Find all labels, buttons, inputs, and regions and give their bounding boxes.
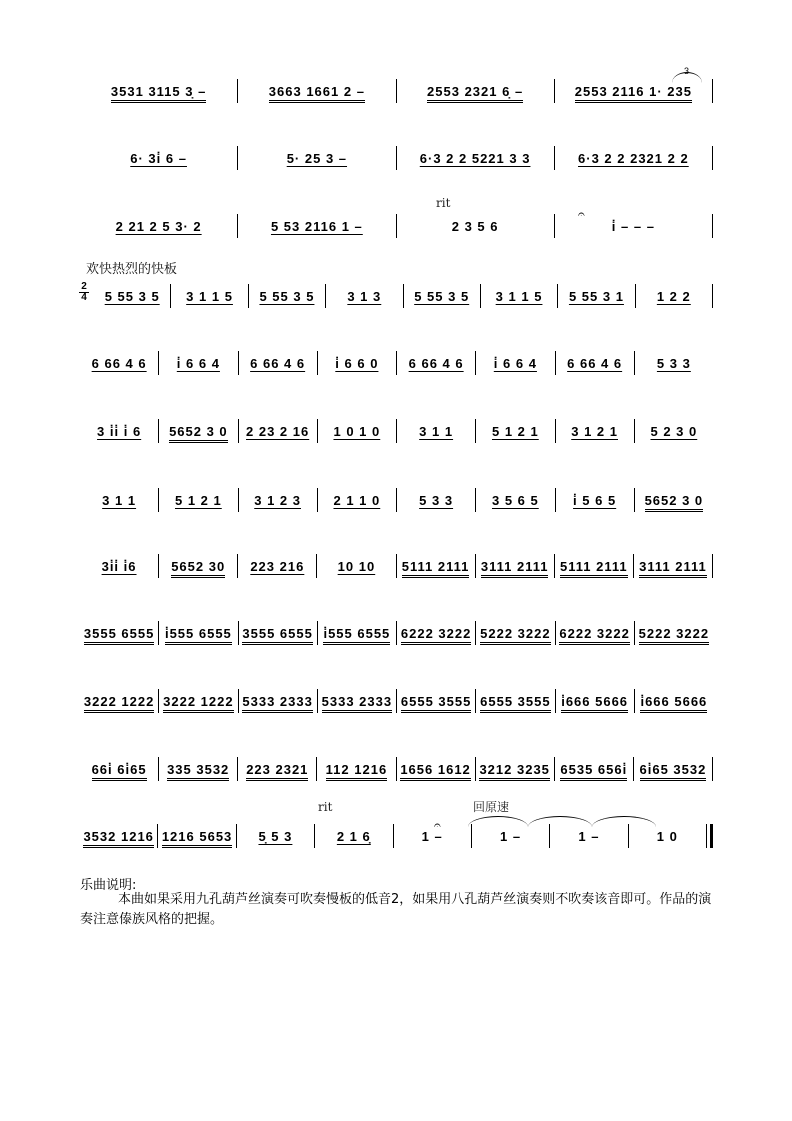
measure	[80, 425, 158, 447]
measure	[397, 425, 475, 447]
measure	[326, 290, 402, 312]
note-group: 5 55 3 1	[568, 289, 624, 304]
note-group: 5· 25 3 –	[286, 151, 348, 166]
note-group: 1 –	[578, 829, 600, 844]
note-group: 5652 3 0	[169, 425, 228, 443]
measure	[555, 560, 633, 582]
measure	[634, 560, 712, 582]
note-group: 3 1 1 5	[186, 289, 233, 304]
measure	[159, 357, 237, 379]
note-group: 6i̇65 3532	[640, 763, 707, 781]
note-group: 3555 6555	[84, 627, 154, 645]
note-group: 6222 3222	[401, 627, 471, 645]
note-group: 3 1 2 1	[571, 424, 618, 439]
note-group: 3 1 1 5	[495, 289, 543, 304]
note-group: 2553 2116 1· 235	[575, 85, 692, 103]
measure	[94, 290, 170, 312]
note-group: 3555 6555	[242, 627, 312, 645]
note-group: 6 66 4 6	[408, 356, 464, 371]
fermata-icon: 𝄐	[434, 818, 441, 832]
note-group: 3111 2111	[481, 560, 549, 578]
barline	[712, 146, 713, 170]
note-group: 6·3 2 2 5221 3 3	[419, 151, 531, 166]
measure	[556, 627, 634, 649]
staff-system-3	[80, 220, 713, 250]
note-group: 1216 5653	[162, 830, 232, 848]
note-group: i̇555 6555	[165, 627, 232, 645]
note-group: 1656 1612	[400, 763, 470, 781]
note-group: 5652 30	[171, 560, 225, 578]
note-group: 2 23 2 16	[246, 424, 310, 439]
note-group: 223 216	[250, 559, 305, 574]
barline	[712, 284, 713, 308]
note-group: 3 i̇i̇ i̇ 6	[97, 424, 142, 439]
measure	[318, 357, 396, 379]
note-group: 5333 2333	[242, 695, 312, 713]
measure	[481, 290, 557, 312]
measure	[318, 425, 396, 447]
note-group: i̇555 6555	[323, 627, 390, 645]
note-group: 6· 3i̇ 6 –	[130, 151, 187, 166]
measure	[629, 830, 706, 852]
triplet-mark: 3	[684, 66, 690, 76]
measure	[80, 695, 158, 717]
tie-slur	[528, 816, 592, 827]
triplet-slur	[672, 72, 702, 83]
measure	[317, 560, 395, 582]
note-group: 2 1 6̣	[336, 829, 371, 844]
measure	[238, 763, 316, 785]
measure	[239, 494, 317, 516]
measure	[318, 695, 396, 717]
note-group: 6222 3222	[559, 627, 629, 645]
note-group: 3663 1661 2 –	[269, 85, 365, 103]
staff-system-6	[80, 425, 713, 455]
note-group: i̇ 6 6 4	[493, 356, 537, 371]
note-group: i̇ 6 6 0	[335, 356, 379, 371]
note-group: 2553 2321 6̣ –	[427, 85, 523, 103]
note-group: 1 0	[656, 829, 678, 844]
measure	[555, 763, 633, 785]
barline	[712, 554, 713, 578]
note-group: 6 66 4 6	[91, 356, 147, 371]
note-group: 5 55 3 5	[414, 289, 470, 304]
measure	[476, 560, 554, 582]
staff-system-1	[80, 85, 713, 115]
measure	[397, 494, 475, 516]
note-group: 6 66 4 6	[567, 356, 623, 371]
note-group: 5 2 3 0	[650, 424, 698, 439]
note-group: i̇ – – –	[611, 219, 655, 234]
measure	[80, 830, 157, 852]
note-group: 3532 1216	[83, 830, 153, 848]
time-signature-top: 2	[81, 281, 87, 292]
measure	[315, 830, 392, 852]
time-signature-bottom: 4	[79, 292, 89, 303]
measure	[318, 627, 396, 649]
measure	[397, 220, 554, 242]
notes-body: 本曲如果采用九孔葫芦丝演奏可吹奏慢板的低音2，如果用八孔葫芦丝演奏则不吹奏该音即可。作品的演奏注意傣族风格的把握。	[80, 892, 712, 927]
barline	[712, 79, 713, 103]
measure	[635, 494, 713, 516]
note-group: 5 1 2 1	[491, 424, 539, 439]
a-tempo-marking: 回原速	[473, 800, 510, 814]
measure	[238, 560, 316, 582]
note-group: 5111 2111	[560, 560, 628, 578]
measure	[476, 627, 554, 649]
note-group: 3 1 1	[102, 493, 137, 508]
measure	[317, 763, 395, 785]
measure	[404, 290, 480, 312]
note-group: 5 1 2 1	[174, 493, 222, 508]
measure	[237, 830, 314, 852]
measure	[397, 627, 475, 649]
measure	[550, 830, 627, 852]
measure	[635, 425, 713, 447]
measure	[472, 830, 549, 852]
note-group: 10 10	[337, 559, 376, 574]
measure	[556, 425, 634, 447]
measure	[239, 357, 317, 379]
measure	[158, 830, 235, 852]
measure	[80, 152, 237, 174]
measure	[476, 494, 554, 516]
staff-system-11	[80, 763, 713, 793]
note-group: 2 1 1 0	[333, 493, 381, 508]
measure	[555, 220, 712, 242]
note-group: 5222 3222	[480, 627, 550, 645]
note-group: 223 2321	[246, 763, 308, 781]
staff-system-7	[80, 494, 713, 524]
measure	[556, 695, 634, 717]
final-barline-thick	[710, 824, 713, 848]
barline	[712, 757, 713, 781]
staff-system-4	[94, 290, 713, 320]
measure	[634, 763, 712, 785]
measure	[397, 357, 475, 379]
note-group: i̇ 6 6 4	[176, 356, 220, 371]
note-group: 5̣ 5 3	[258, 829, 293, 844]
measure	[239, 695, 317, 717]
measure	[159, 627, 237, 649]
note-group: 5 55 3 5	[259, 289, 315, 304]
measure	[397, 695, 475, 717]
rit-marking: rit	[436, 196, 451, 210]
measure	[397, 560, 475, 582]
measure	[239, 425, 317, 447]
staff-system-12	[80, 830, 713, 860]
note-group: 6535 656i̇	[560, 763, 627, 781]
note-group: 6·3 2 2 2321 2 2	[578, 151, 689, 166]
measure	[636, 290, 712, 312]
measure	[238, 152, 395, 174]
note-group: 3222 1222	[163, 695, 233, 713]
fermata-icon: 𝄐	[578, 207, 585, 221]
barline	[712, 214, 713, 238]
measure	[159, 425, 237, 447]
measure	[238, 85, 395, 107]
staff-system-9	[80, 627, 713, 657]
measure	[171, 290, 247, 312]
note-group: 66i̇ 6i̇65	[92, 763, 147, 781]
note-group: 112 1216	[326, 763, 388, 781]
measure	[476, 695, 554, 717]
rit-marking: rit	[318, 800, 333, 814]
measure	[476, 357, 554, 379]
note-group: 6555 3555	[401, 695, 471, 713]
note-group: 5222 3222	[639, 627, 709, 645]
note-group: 5333 2333	[322, 695, 392, 713]
measure	[249, 290, 325, 312]
measure	[80, 220, 237, 242]
measure	[397, 763, 475, 785]
staff-system-8	[80, 560, 713, 590]
note-group: 1 –	[500, 829, 522, 844]
note-group: 3111 2111	[639, 560, 707, 578]
measure	[80, 763, 158, 785]
staff-system-5	[80, 357, 713, 387]
notes-heading: 乐曲说明:	[80, 878, 137, 893]
measure	[556, 494, 634, 516]
note-group: 2 3 5 6	[451, 219, 499, 234]
measure	[239, 627, 317, 649]
note-group: 2 21 2 5 3· 2	[115, 219, 202, 234]
note-group: 3531 3115 3̣ –	[111, 85, 206, 103]
measure	[394, 830, 471, 852]
measure	[80, 627, 158, 649]
measure	[159, 763, 237, 785]
measure	[635, 695, 713, 717]
note-group: 1 0 1 0	[333, 424, 381, 439]
measure	[80, 85, 237, 107]
staff-system-10	[80, 695, 713, 725]
note-group: 5 3 3	[419, 493, 454, 508]
final-barline	[706, 824, 707, 848]
measure	[159, 560, 237, 582]
measure	[80, 494, 158, 516]
note-group: 3 1 3	[347, 289, 382, 304]
measure	[555, 85, 712, 107]
measure	[318, 494, 396, 516]
note-group: 1 –	[421, 829, 443, 844]
note-group: 3212 3235	[479, 763, 549, 781]
measure	[159, 494, 237, 516]
note-group: 6555 3555	[480, 695, 550, 713]
measure	[476, 425, 554, 447]
note-group: 3 1 2 3	[254, 493, 301, 508]
measure	[238, 220, 395, 242]
measure	[555, 152, 712, 174]
note-group: 3222 1222	[84, 695, 154, 713]
measure	[80, 560, 158, 582]
note-group: 5652 3 0	[645, 494, 704, 512]
note-group: 5111 2111	[402, 560, 470, 578]
note-group: 3 1 1	[419, 424, 454, 439]
note-group: i̇ 5 6 5	[573, 493, 617, 508]
tie-slur	[592, 816, 656, 827]
note-group: 5 53 2116 1 –	[270, 219, 363, 234]
note-group: i̇666 5666	[640, 695, 707, 713]
note-group: i̇666 5666	[561, 695, 628, 713]
tie-slur	[468, 816, 528, 827]
note-group: 5 3 3	[656, 356, 691, 371]
note-group: 3 5 6 5	[491, 493, 539, 508]
measure	[635, 627, 713, 649]
note-group: 3i̇i̇ i̇6	[101, 559, 137, 574]
measure	[558, 290, 634, 312]
measure	[80, 357, 158, 379]
note-group: 5 55 3 5	[104, 289, 160, 304]
measure	[635, 357, 713, 379]
section-title: 欢快热烈的快板	[86, 262, 178, 277]
note-group: 335 3532	[167, 763, 229, 781]
note-group: 6 66 4 6	[250, 356, 306, 371]
measure	[556, 357, 634, 379]
measure	[397, 152, 554, 174]
time-signature	[79, 282, 89, 303]
measure	[397, 85, 554, 107]
staff-system-2	[80, 152, 713, 182]
note-group: 1 2 2	[656, 289, 691, 304]
measure	[476, 763, 554, 785]
measure	[159, 695, 237, 717]
